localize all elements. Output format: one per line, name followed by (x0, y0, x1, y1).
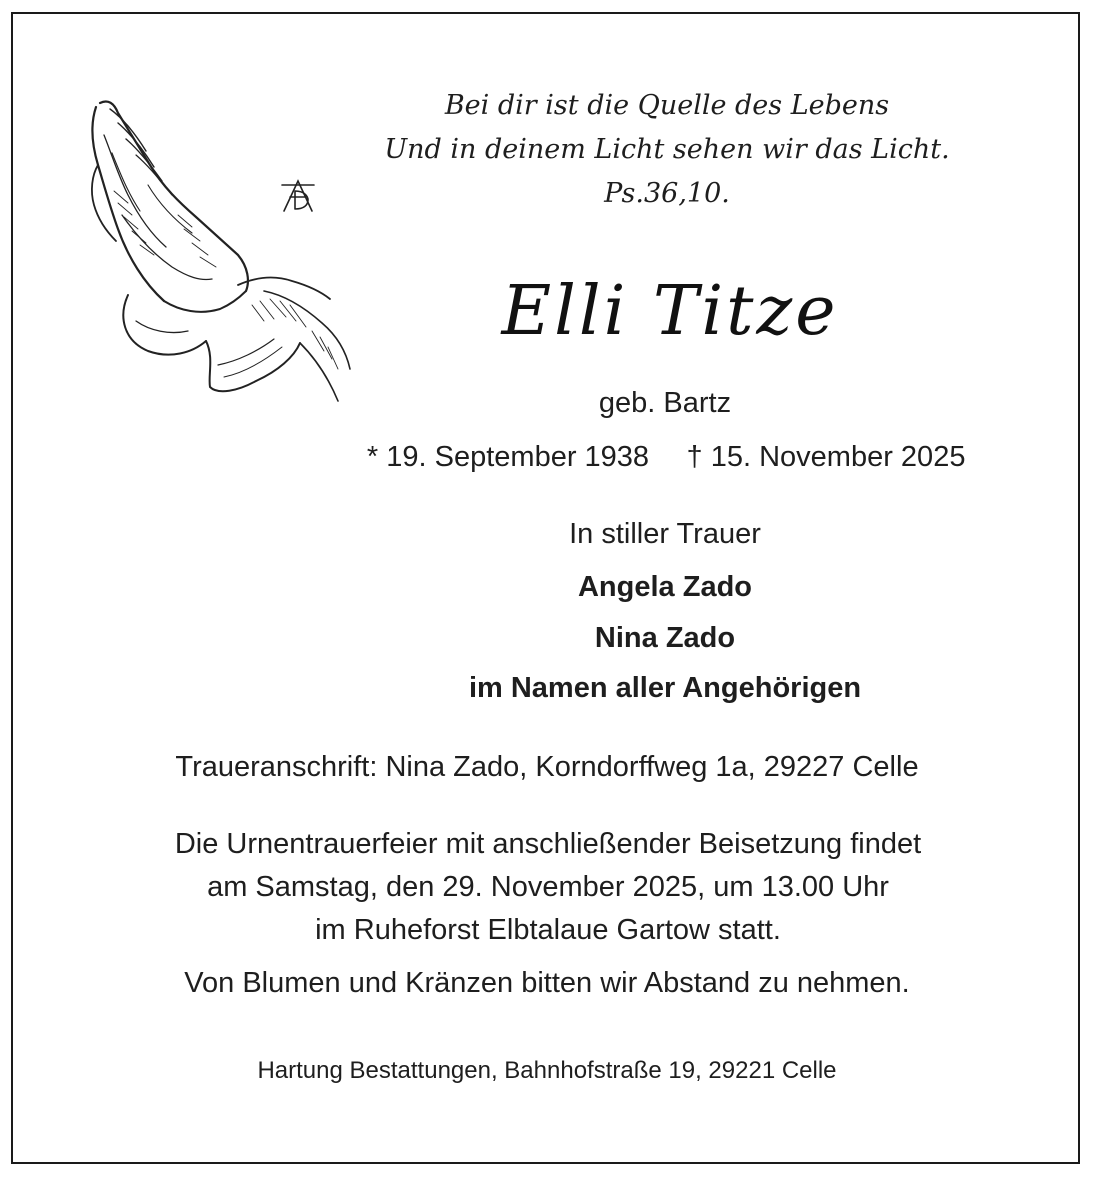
mourners-intro: In stiller Trauer (569, 518, 761, 550)
birth-date: * 19. September 1938 (366, 441, 650, 473)
deceased-name: Elli Titze (501, 272, 839, 351)
verse-reference: Ps.36,10. (604, 178, 730, 209)
ceremony-line-1: Die Urnentrauerfeier mit anschließender Beisetzung findet (174, 828, 922, 860)
artist-monogram-icon (278, 177, 320, 213)
mourners-family: im Namen aller Angehörigen (468, 672, 862, 704)
undertaker-info: Hartung Bestattungen, Bahnhofstraße 19, 29221 Celle (257, 1057, 837, 1084)
verse-line-2: Und in deinem Licht sehen wir das Licht. (384, 134, 950, 165)
birth-name: geb. Bartz (598, 387, 732, 419)
death-date: † 15. November 2025 (686, 441, 966, 473)
mourning-address: Traueranschrift: Nina Zado, Korndorffweg 1a, 29227 Celle (175, 751, 919, 783)
praying-hands-icon (88, 95, 353, 420)
mourner-name: Nina Zado (594, 622, 736, 654)
mourner-name: Angela Zado (577, 571, 753, 603)
ceremony-line-3: im Ruheforst Elbtalaue Gartow statt. (315, 914, 781, 946)
verse-line-1: Bei dir ist die Quelle des Lebens (444, 90, 890, 121)
flowers-note: Von Blumen und Kränzen bitten wir Abstand zu nehmen. (184, 967, 910, 999)
ceremony-line-2: am Samstag, den 29. November 2025, um 13.00 Uhr (207, 871, 889, 903)
